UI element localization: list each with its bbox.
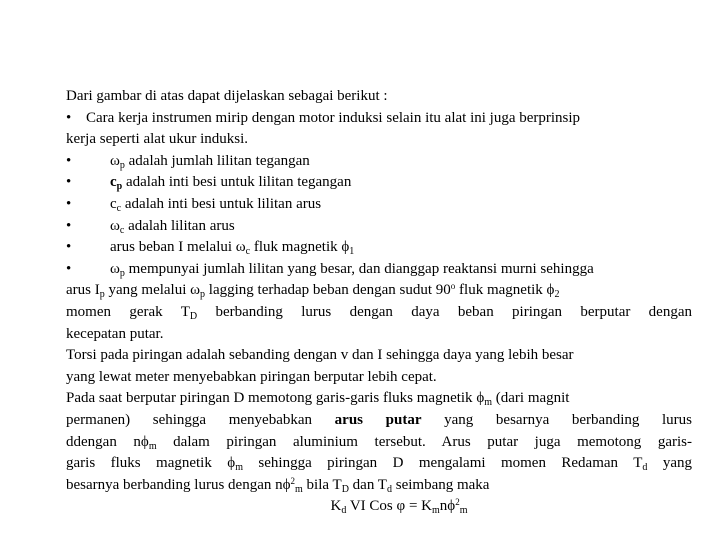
- bullet-item-7: [66, 259, 692, 281]
- bullet-icon: •: [66, 239, 72, 256]
- bullet-text: $\omega_p$ adalah jumlah lilitan tegangan: [110, 152, 310, 171]
- bullet-text: $c_c$ adalah inti besi untuk lilitan arus: [110, 195, 322, 214]
- intro-line: Dari gambar di atas dapat dijelaskan sebagai berikut :: [66, 88, 388, 104]
- bullet-item-3: [66, 172, 692, 194]
- bullet-item-4: [66, 194, 692, 216]
- bullet-text: Cara kerja instrumen mirip dengan motor induksi selain itu alat ini juga berprinsip: [86, 109, 581, 126]
- paragraph-3-line-1: Pada saat berputar piringan D memotong garis-garis fluks magnetik $\phi_m$ (dari magnit: [66, 390, 570, 409]
- bullet-text: $c_p$ adalah inti besi untuk lilitan tegangan: [110, 174, 352, 193]
- torque-formula: $K_d$ VI Cos $\varphi = K_mn\phi^2_m$: [330, 497, 468, 517]
- paragraph-3-line-4: garis fluks magnetik $\phi_m$ sehingga piringan D mengalami momen Redaman $T_d$ yang: [66, 455, 692, 474]
- bullet-icon: •: [66, 152, 72, 169]
- bullet-text: $\omega_p$ mempunyai jumlah lilitan yang besar, dan dianggap reaktansi murni sehingga: [110, 260, 594, 279]
- paragraph-3-line-5: besarnya berbanding lurus dengan $n\phi^2_m$ bila $T_D$ dan $T_d$ seimbang maka: [66, 475, 490, 495]
- paragraph-3-line-3: ddengan $n\phi_m$ dalam piringan aluminium tersebut. Arus putar juga memotong garis-: [66, 433, 692, 452]
- bullet-text: arus beban I melalui $\omega_c$ fluk magnetik $\phi_1$: [110, 239, 355, 258]
- bullet-item-1-continuation: kerja seperti alat ukur induksi.: [66, 131, 249, 148]
- bullet-text: $\omega_c$ adalah lilitan arus: [110, 217, 235, 236]
- paragraph-3-line-2: permanen) sehingga menyebabkan arus putar yang besarnya berbanding lurus: [66, 411, 692, 428]
- bullet-icon: •: [66, 217, 72, 234]
- paragraph-1-line-1: arus $I_p$ yang melalui $\omega_p$ lagging terhadap beban dengan sudut 90$^o$ fluk magnetik $\phi_2$: [66, 281, 560, 301]
- paragraph-1-line-2: momen gerak $T_D$ berbanding lurus dengan daya beban piringan berputar dengan: [66, 303, 692, 322]
- bullet-icon: •: [66, 195, 72, 212]
- bullet-item-6: [66, 237, 692, 259]
- paragraph-1-line-3: kecepatan putar.: [66, 325, 164, 342]
- bullet-icon: •: [66, 174, 72, 191]
- bullet-icon: •: [66, 260, 72, 277]
- bullet-item-1: [66, 108, 692, 130]
- document-body: [66, 86, 692, 518]
- bullet-item-5: [66, 216, 692, 238]
- paragraph-2-line-1: Torsi pada piringan adalah sebanding dengan v dan I sehingga daya yang lebih besar: [66, 347, 574, 364]
- bullet-icon: •: [66, 109, 72, 126]
- bullet-item-2: [66, 151, 692, 173]
- paragraph-2-line-2: yang lewat meter menyebabkan piringan berputar lebih cepat.: [66, 368, 437, 385]
